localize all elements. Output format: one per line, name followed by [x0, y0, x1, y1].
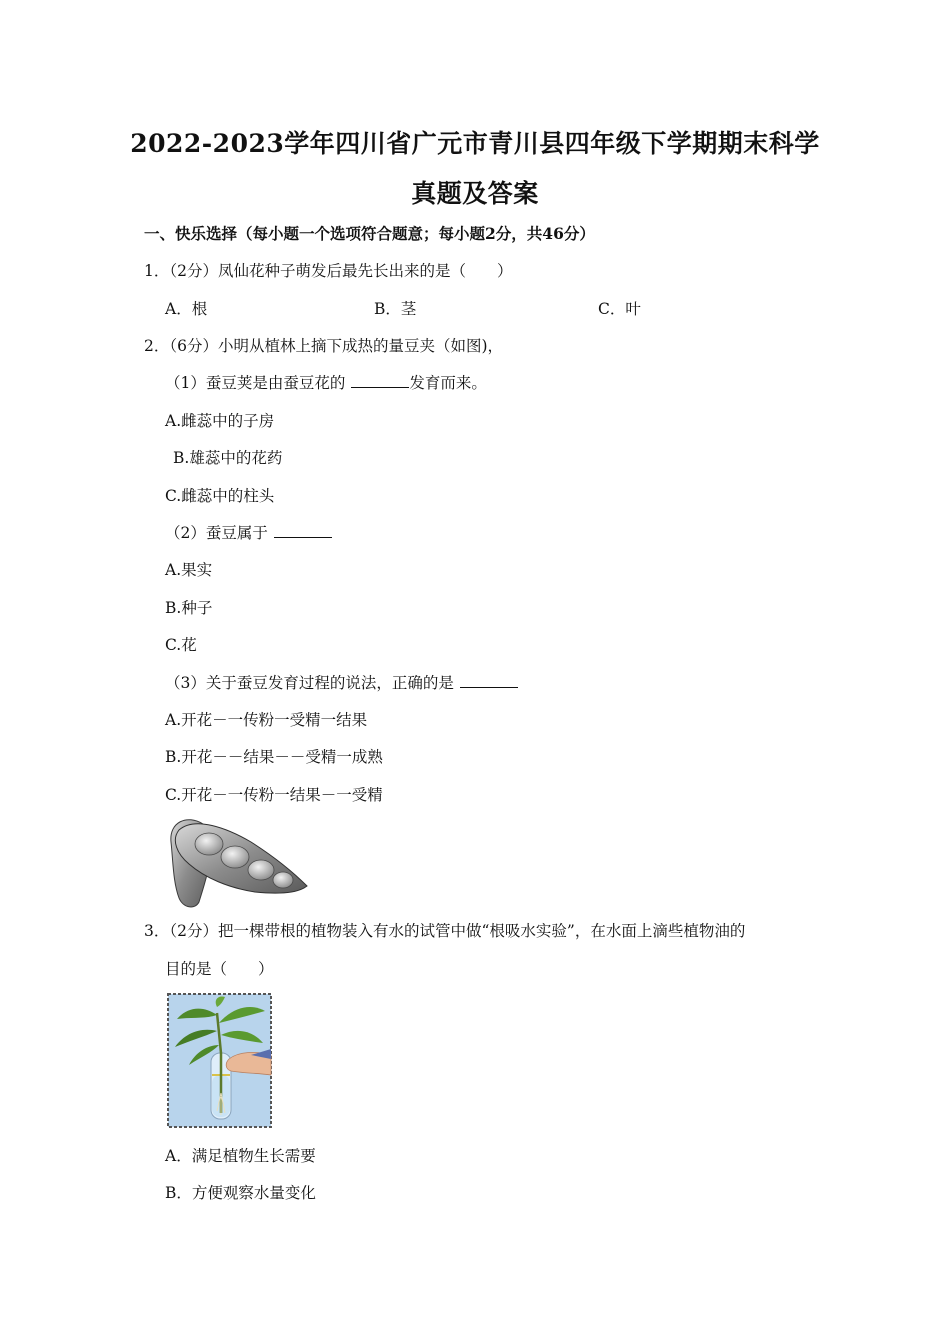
q2-sub2-option-a: A.果实 — [165, 561, 213, 579]
page-title-line-1: 2022-2023学年四川省广元市青川县四年级下学期期末科学 — [130, 129, 820, 158]
q2-sub1-option-c: C.雌蕊中的柱头 — [165, 487, 275, 505]
q2-sub2-text: （2）蚕豆属于 — [165, 524, 268, 542]
q2-sub1-option-b: B.雄蕊中的花药 — [173, 449, 283, 467]
plant-test-tube-image — [167, 993, 272, 1128]
q3-stem-line-1: 3．（2分）把一棵带根的植物装入有水的试管中做“根吸水实验”，在水面上滴些植物油的 — [144, 922, 746, 940]
q2-sub3-option-c: C.开花－一传粉一结果－一受精 — [165, 786, 383, 804]
q2-sub1-stem — [165, 373, 487, 393]
answer-blank — [351, 373, 409, 388]
q3-stem-line-2: 目的是（ ） — [165, 960, 274, 978]
q2-sub3-option-b: B.开花－－结果－－受精一成熟 — [165, 748, 383, 766]
q3-option-a: A．满足植物生长需要 — [165, 1147, 316, 1165]
q2-sub2-option-c: C.花 — [165, 636, 197, 654]
q2-sub3-text: （3）关于蚕豆发育过程的说法，正确的是 — [165, 674, 454, 692]
answer-blank — [460, 673, 518, 688]
q2-sub1-option-a: A.雌蕊中的子房 — [165, 412, 275, 430]
q2-sub1-text: （1）蚕豆荚是由蚕豆花的 — [165, 374, 346, 392]
bean-pod-image — [165, 812, 310, 910]
q2-sub3-option-a: A.开花－一传粉一受精一结果 — [165, 711, 368, 729]
q2-stem: 2．（6分）小明从植林上摘下成热的量豆夹（如图)， — [144, 337, 504, 355]
answer-blank — [274, 523, 332, 538]
q2-sub3-stem — [165, 673, 518, 693]
page-title-line-2: 真题及答案 — [411, 179, 539, 208]
q1-stem: 1．（2分）凤仙花种子萌发后最先长出来的是（ ） — [144, 262, 513, 280]
q1-option-c: C．叶 — [598, 300, 641, 318]
q2-sub2-option-b: B.种子 — [165, 599, 213, 617]
q2-sub1-tail: 发育而来。 — [409, 374, 487, 392]
q1-option-b: B．茎 — [374, 300, 417, 318]
section-heading: 一、快乐选择（每小题一个选项符合题意；每小题2分，共46分） — [144, 224, 595, 243]
q2-sub2-stem — [165, 523, 332, 543]
q1-option-a: A．根 — [165, 300, 208, 318]
q3-option-b: B．方便观察水量变化 — [165, 1184, 316, 1202]
